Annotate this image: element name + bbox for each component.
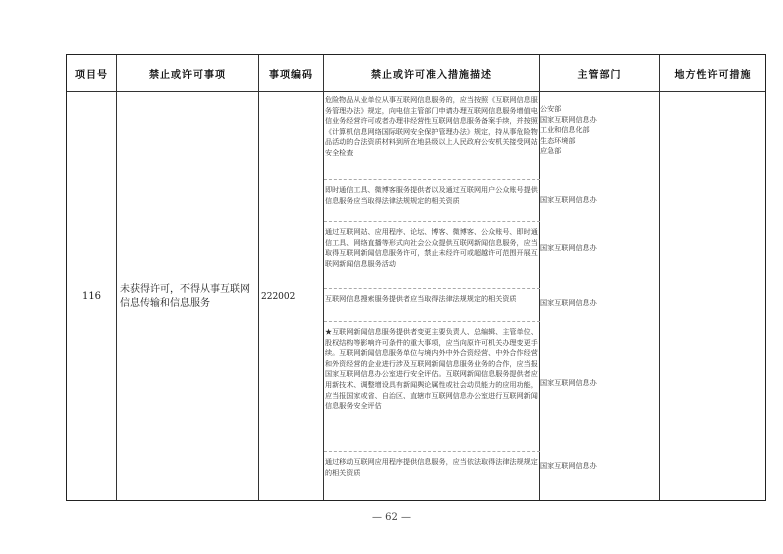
measure-desc: 危险物品从业单位从事互联网信息服务的，应当按照《互联网信息服务管理办法》规定，向电信主管部门申请办理互联网信息服务增值电信业务经营许可或者办理非经营性互联网信息服务备案手续，并按照《计算机信息网络国际联网安全保护管理办法》规定，持从事危险物品活动的合法资质材料到所在地县级以上人民政府公安机关接受网站安全检查	[325, 95, 538, 157]
header-dept: 主管部门	[577, 69, 622, 81]
col-divider	[116, 55, 117, 500]
header-local: 地方性许可措施	[674, 69, 752, 81]
measure-separator	[324, 451, 540, 452]
measure-dept: 国家互联网信息办	[540, 195, 597, 204]
col-divider	[323, 55, 324, 500]
measure-dept: 国家互联网信息办	[540, 461, 597, 470]
measure-dept: 国家互联网信息办	[540, 378, 597, 387]
col-divider	[258, 55, 259, 500]
measure-desc: 即时通信工具、微博客服务提供者以及通过互联网用户公众账号提供信息服务应当取得法律法规规定的相关资质	[325, 185, 538, 205]
measure-desc: 互联网信息搜索服务提供者应当取得法律法规规定的相关资质	[325, 294, 517, 303]
measure-desc: 通过互联网站、应用程序、论坛、博客、微博客、公众账号、即时通信工具、网络直播等形式向社会公众提供互联网新闻信息服务，应当取得互联网新闻信息服务许可，禁止未经许可或超越许可范围开展互联网新闻信息服务活动	[325, 227, 538, 268]
header-desc: 禁止或许可准入措施描述	[371, 69, 492, 81]
measure-desc: ★互联网新闻信息服务提供者变更主要负责人、总编辑、主管单位、股权结构等影响许可条件的重大事项，应当向原许可机关办理变更手续。互联网新闻信息服务单位与境内外中外合资经营、中外合作经营和外资经营的企业进行涉及互联网新闻信息服务业务的合作，应当报国家互联网信息办公室进行安全评估。互联网新闻信息服务提供者应用新技术、调整增设具有新闻舆论属性或社会动员能力的应用功能，应当报国家或省、自治区、直辖市互联网信息办公室进行互联网新闻信息服务安全评估	[325, 327, 538, 411]
measure-dept: 公安部 国家互联网信息办 工业和信息化部 生态环境部 应急部	[540, 104, 597, 156]
row-number: 116	[81, 291, 102, 302]
measure-separator	[324, 321, 540, 322]
header-item: 禁止或许可事项	[149, 69, 226, 81]
measure-desc: 通过移动互联网应用程序提供信息服务，应当依法取得法律法规规定的相关资质	[325, 457, 538, 477]
measure-separator	[324, 288, 540, 289]
measure-separator	[324, 221, 540, 222]
row-item: 未获得许可，不得从事互联网信息传输和信息服务	[120, 283, 250, 309]
measure-separator	[324, 179, 540, 180]
col-divider	[659, 55, 660, 500]
regulation-table	[66, 54, 766, 501]
measure-dept: 国家互联网信息办	[540, 243, 597, 252]
row-code: 222002	[261, 291, 296, 302]
page-number: — 62 —	[371, 512, 412, 523]
measure-dept: 国家互联网信息办	[540, 298, 597, 307]
header-code: 事项编码	[269, 69, 313, 81]
header-no: 项目号	[75, 69, 108, 81]
